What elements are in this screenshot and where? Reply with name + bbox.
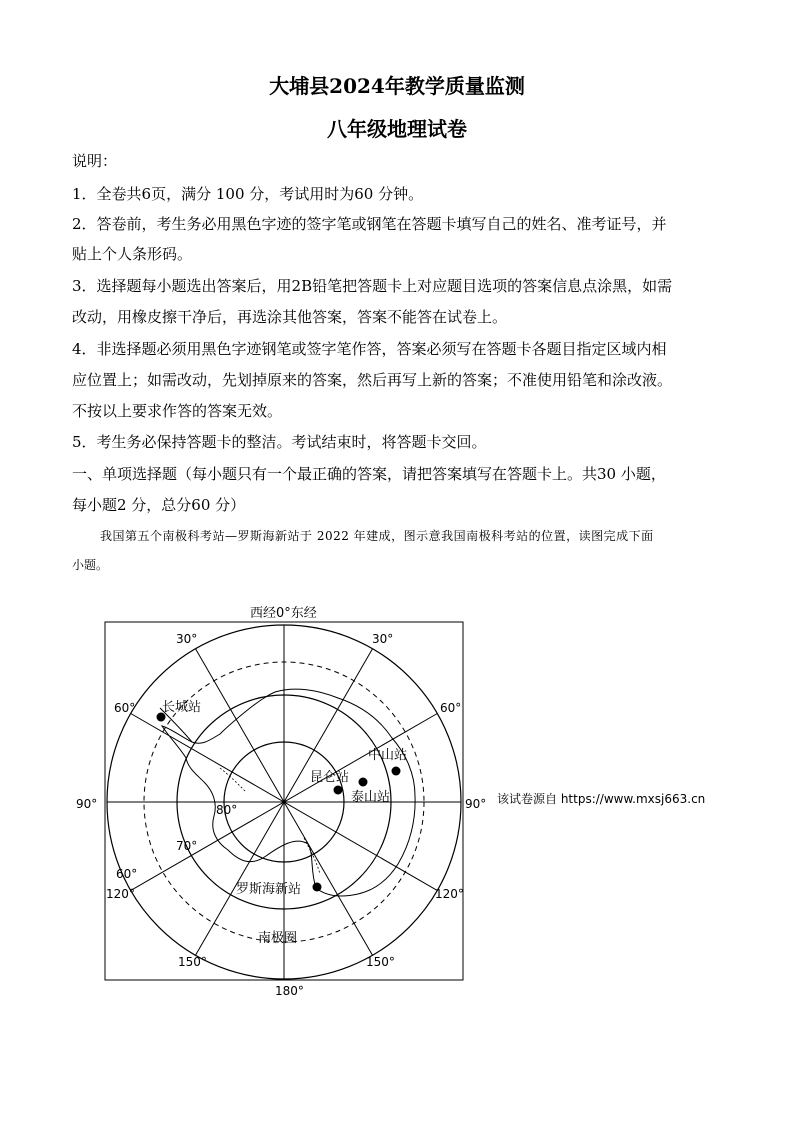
label-90-east: 90° xyxy=(465,797,487,811)
station-marker-zhongshan xyxy=(392,767,401,776)
label-150-east: 150° xyxy=(366,955,395,969)
station-label-taishan: 泰山站 xyxy=(351,790,391,805)
source-note: 该试卷源自 https://www.mxsj663.cn xyxy=(497,792,706,806)
instruction-line: 应位置上；如需改动，先划掉原来的答案，然后再写上新的答案；不准使用铅笔和涂改液。 xyxy=(72,371,673,389)
label-180: 180° xyxy=(275,984,304,998)
label-60-west: 60° xyxy=(114,701,136,715)
instructions-heading: 说明： xyxy=(72,152,118,170)
section-heading: 一、单项选择题（每小题只有一个最正确的答案，请把答案填写在答题卡上。共30 小题， xyxy=(72,465,666,483)
station-label-luosihai: 罗斯海新站 xyxy=(236,882,302,897)
label-lat-70: 70° xyxy=(176,839,198,853)
station-marker-kunlun xyxy=(334,786,343,795)
instruction-line: 1．全卷共6页，满分 100 分，考试用时为60 分钟。 xyxy=(72,185,424,203)
antarctic-circle-label: 南极圈 xyxy=(258,931,298,946)
station-marker-luosihai xyxy=(313,883,322,892)
label-lat-80: 80° xyxy=(216,803,238,817)
instruction-line: 不按以上要求作答的答案无效。 xyxy=(72,402,283,420)
station-marker-taishan xyxy=(359,778,368,787)
label-120-west: 120° xyxy=(106,887,135,901)
instruction-line: 4．非选择题必须用黑色字迹钢笔或签字笔作答，答案必须写在答题卡各题目指定区域内相 xyxy=(72,340,667,358)
question-intro: 我国第五个南极科考站—罗斯海新站于 2022 年建成，图示意我国南极科考站的位置，读图完成下面 xyxy=(100,529,654,543)
station-label-kunlun: 昆仑站 xyxy=(310,770,350,785)
instruction-line: 3．选择题每小题选出答案后，用2B铅笔把答题卡上对应题目选项的答案信息点涂黑，如需 xyxy=(72,277,673,295)
station-label-changcheng: 长城站 xyxy=(162,700,202,715)
exam-subtitle: 八年级地理试卷 xyxy=(327,117,467,141)
meridian-lines xyxy=(107,625,461,979)
antarctica-map xyxy=(70,598,490,998)
question-intro-cont: 小题。 xyxy=(72,558,109,572)
instruction-line: 贴上个人条形码。 xyxy=(72,245,193,263)
exam-title: 大埔县2024年教学质量监测 xyxy=(269,74,525,98)
instruction-line: 5．考生务必保持答题卡的整洁。考试结束时，将答题卡交回。 xyxy=(72,433,487,451)
label-30-west: 30° xyxy=(176,632,198,646)
label-prime-meridian: 西经0°东经 xyxy=(250,606,317,621)
label-90-west: 90° xyxy=(76,797,98,811)
label-30-east: 30° xyxy=(372,632,394,646)
section-heading-cont: 每小题2 分，总分60 分） xyxy=(72,496,246,514)
label-60-west-lower: 60° xyxy=(116,867,138,881)
instruction-line: 2．答卷前，考生务必用黑色字迹的签字笔或钢笔在答题卡填写自己的姓名、准考证号，并 xyxy=(72,215,667,233)
label-150-west: 150° xyxy=(178,955,207,969)
station-label-zhongshan: 中山站 xyxy=(368,748,408,763)
instruction-line: 改动，用橡皮擦干净后，再选涂其他答案，答案不能答在试卷上。 xyxy=(72,308,508,326)
label-120-east: 120° xyxy=(435,887,464,901)
label-60-east: 60° xyxy=(440,701,462,715)
